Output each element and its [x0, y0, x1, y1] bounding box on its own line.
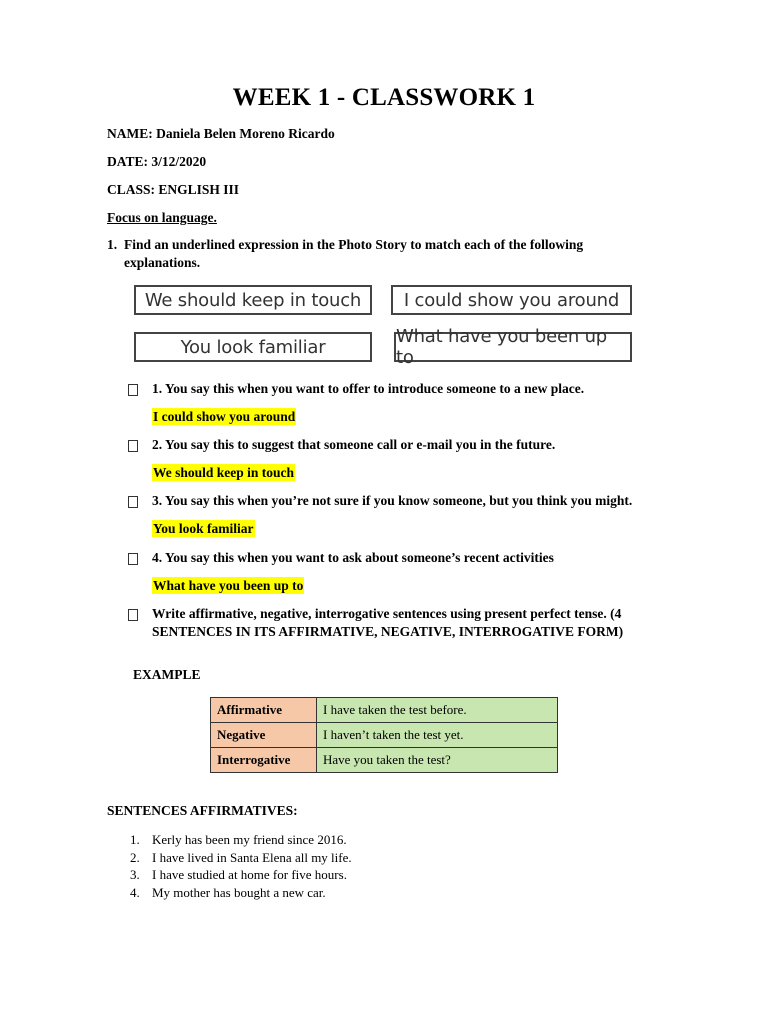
- table-row: [211, 748, 558, 773]
- bullet-icon: [128, 496, 138, 508]
- table-row: [211, 723, 558, 748]
- table-cell-value: I have taken the test before.: [317, 698, 558, 723]
- item-3-answer: You look familiar: [153, 521, 254, 536]
- name-line: NAME: Daniela Belen Moreno Ricardo: [107, 126, 335, 141]
- item-4-text: 4. You say this when you want to ask about someone’s recent activities: [152, 550, 554, 565]
- list-item: [130, 884, 326, 901]
- bullet-icon: [128, 553, 138, 565]
- list-text: I have lived in Santa Elena all my life.: [152, 850, 352, 865]
- list-number: 4.: [130, 885, 140, 900]
- item-2-text: 2. You say this to suggest that someone call or e-mail you in the future.: [152, 437, 556, 452]
- bullet-icon: [128, 609, 138, 621]
- example-table: [210, 697, 558, 773]
- phrase-box-show-you-around: I could show you around: [391, 285, 632, 315]
- phrase-box-been-up-to: What have you been up to: [394, 332, 632, 362]
- date-line: DATE: 3/12/2020: [107, 154, 207, 169]
- question-1: [107, 236, 627, 272]
- list-item: [130, 849, 352, 866]
- item-4-answer: What have you been up to: [153, 578, 304, 593]
- list-text: My mother has bought a new car.: [152, 885, 326, 900]
- table-cell-value: I haven’t taken the test yet.: [317, 723, 558, 748]
- item-1-text: 1. You say this when you want to offer to introduce someone to a new place.: [152, 381, 585, 396]
- page-title: WEEK 1 - CLASSWORK 1: [232, 84, 536, 111]
- class-line: CLASS: ENGLISH III: [107, 182, 240, 197]
- table-row: [211, 698, 558, 723]
- instruction-line-1: Write affirmative, negative, interrogative sentences using present perfect tense. (4: [152, 606, 622, 621]
- focus-heading: Focus on language.: [107, 210, 217, 225]
- list-item: [130, 866, 347, 883]
- bullet-icon: [128, 384, 138, 396]
- list-number: 3.: [130, 867, 140, 882]
- item-2-answer: We should keep in touch: [153, 465, 295, 480]
- bullet-icon: [128, 440, 138, 452]
- list-text: Kerly has been my friend since 2016.: [152, 832, 347, 847]
- list-item: [130, 831, 347, 848]
- list-number: 1.: [130, 832, 140, 847]
- item-1-answer: I could show you around: [153, 409, 296, 424]
- instruction-line-2: SENTENCES IN ITS AFFIRMATIVE, NEGATIVE, INTERROGATIVE FORM): [152, 624, 624, 639]
- table-cell-label: Affirmative: [211, 698, 317, 723]
- question-number: 1.: [107, 237, 118, 252]
- question-text: Find an underlined expression in the Photo Story to match each of the following explanations.: [124, 237, 584, 270]
- sentences-heading: SENTENCES AFFIRMATIVES:: [107, 803, 298, 818]
- phrase-box-look-familiar: You look familiar: [134, 332, 372, 362]
- list-text: I have studied at home for five hours.: [152, 867, 347, 882]
- list-number: 2.: [130, 850, 140, 865]
- table-cell-value: Have you taken the test?: [317, 748, 558, 773]
- table-cell-label: Negative: [211, 723, 317, 748]
- phrase-box-keep-in-touch: We should keep in touch: [134, 285, 372, 315]
- item-3-text: 3. You say this when you’re not sure if you know someone, but you think you might.: [152, 493, 633, 508]
- table-cell-label: Interrogative: [211, 748, 317, 773]
- example-label: EXAMPLE: [133, 667, 201, 682]
